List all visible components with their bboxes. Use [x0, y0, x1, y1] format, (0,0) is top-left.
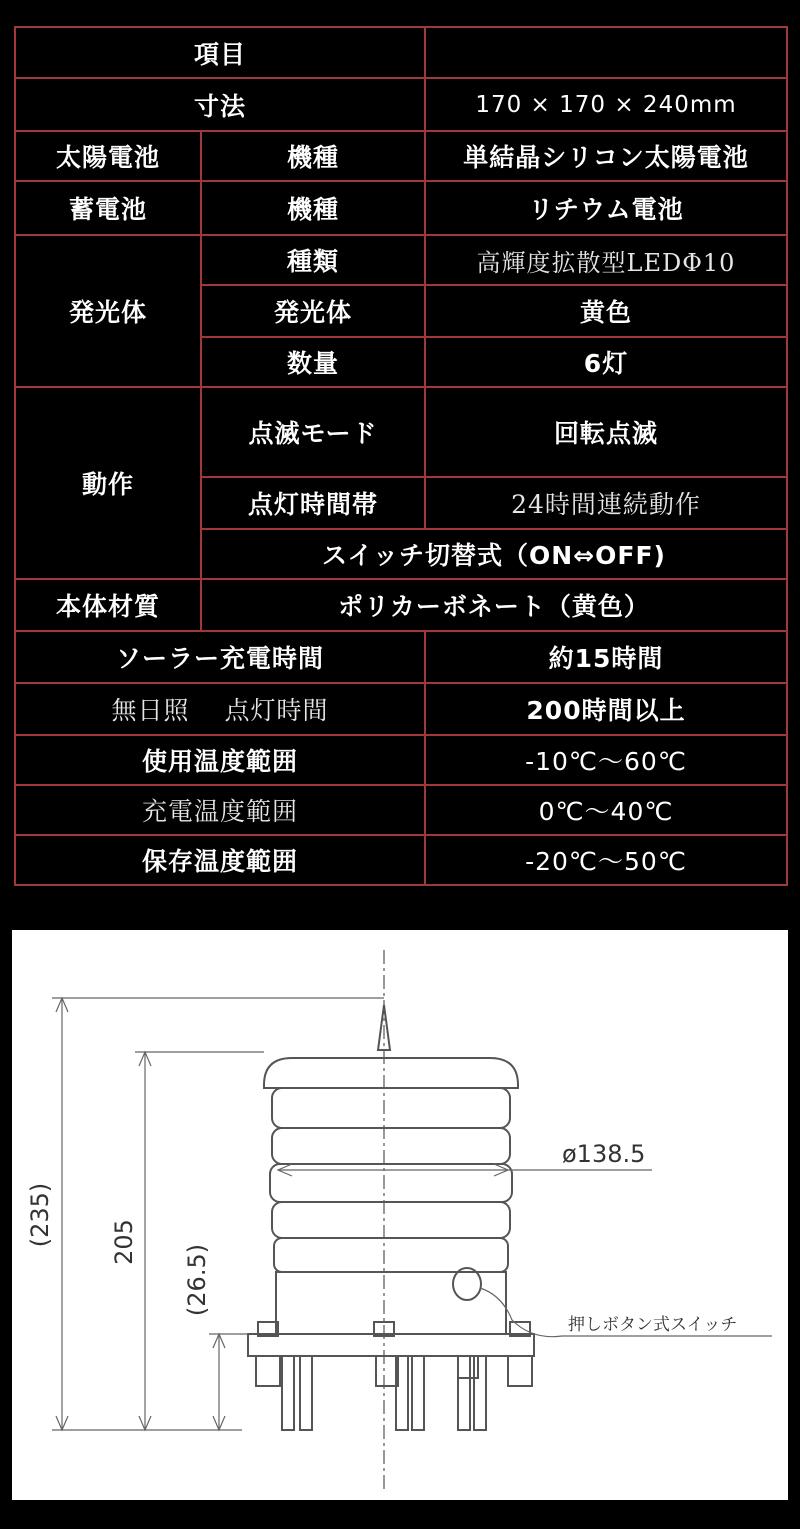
emitter-label: 発光体	[14, 234, 202, 388]
leg-5	[458, 1356, 470, 1430]
body-material-label: 本体材質	[14, 578, 202, 632]
technical-drawing	[12, 930, 788, 1500]
nut-left	[256, 1356, 280, 1386]
dim-diameter: ø138.5	[562, 1140, 646, 1168]
size-label: 寸法	[14, 77, 426, 132]
nut-right	[508, 1356, 532, 1386]
charge-time-label: ソーラー充電時間	[14, 630, 426, 684]
light-period-value: 24時間連続動作	[424, 476, 788, 530]
louver-2	[272, 1128, 510, 1164]
use-temp-label: 使用温度範囲	[14, 734, 426, 786]
battery-label: 蓄電池	[14, 180, 202, 236]
blink-mode-value: 回転点滅	[424, 386, 788, 478]
storage-temp-label: 保存温度範囲	[14, 834, 426, 886]
louver-5	[274, 1238, 508, 1272]
blink-mode-label: 点滅モード	[200, 386, 426, 478]
leg-2	[300, 1356, 312, 1430]
charge-temp-value: 0℃～40℃	[424, 784, 788, 836]
dim-body: 205	[110, 1219, 138, 1265]
emitter-type-label: 種類	[200, 234, 426, 286]
emitter-count-value: 6灯	[424, 336, 788, 388]
use-temp-value: -10℃～60℃	[424, 734, 788, 786]
light-period-label: 点灯時間帯	[200, 476, 426, 530]
solar-model-value: 単結晶シリコン太陽電池	[424, 130, 788, 182]
switch-value: スイッチ切替式（ON⇔OFF)	[200, 528, 788, 580]
size-value: 170 × 170 × 240mm	[424, 77, 788, 132]
dim-base: (26.5)	[183, 1243, 211, 1317]
switch-label: 押しボタン式スイッチ	[568, 1315, 738, 1335]
leg-1	[282, 1356, 294, 1430]
solar-model-label: 機種	[200, 130, 426, 182]
leg-6	[474, 1356, 486, 1430]
header-item: 項目	[14, 26, 426, 79]
base-plate	[248, 1334, 534, 1356]
leg-4	[412, 1356, 424, 1430]
battery-model-value: リチウム電池	[424, 180, 788, 236]
louver-1	[272, 1088, 510, 1128]
louver-4	[272, 1202, 510, 1238]
lower-body	[276, 1272, 506, 1334]
no-sun-value: 200時間以上	[424, 682, 788, 736]
drawing-svg	[12, 930, 788, 1500]
emitter-color-label: 発光体	[200, 284, 426, 338]
no-sun-label: 無日照 点灯時間	[14, 682, 426, 736]
emitter-type-value: 高輝度拡散型LEDΦ10	[424, 234, 788, 286]
operation-label: 動作	[14, 386, 202, 580]
emitter-count-label: 数量	[200, 336, 426, 388]
header-value	[424, 26, 788, 79]
battery-model-label: 機種	[200, 180, 426, 236]
top-cap	[264, 1058, 518, 1088]
emitter-color-value: 黄色	[424, 284, 788, 338]
charge-temp-label: 充電温度範囲	[14, 784, 426, 836]
dim-total: (235)	[26, 1182, 54, 1248]
body-material-value: ポリカーボネート（黄色）	[200, 578, 788, 632]
charge-time-value: 約15時間	[424, 630, 788, 684]
nut-center	[376, 1356, 398, 1386]
storage-temp-value: -20℃～50℃	[424, 834, 788, 886]
solar-label: 太陽電池	[14, 130, 202, 182]
